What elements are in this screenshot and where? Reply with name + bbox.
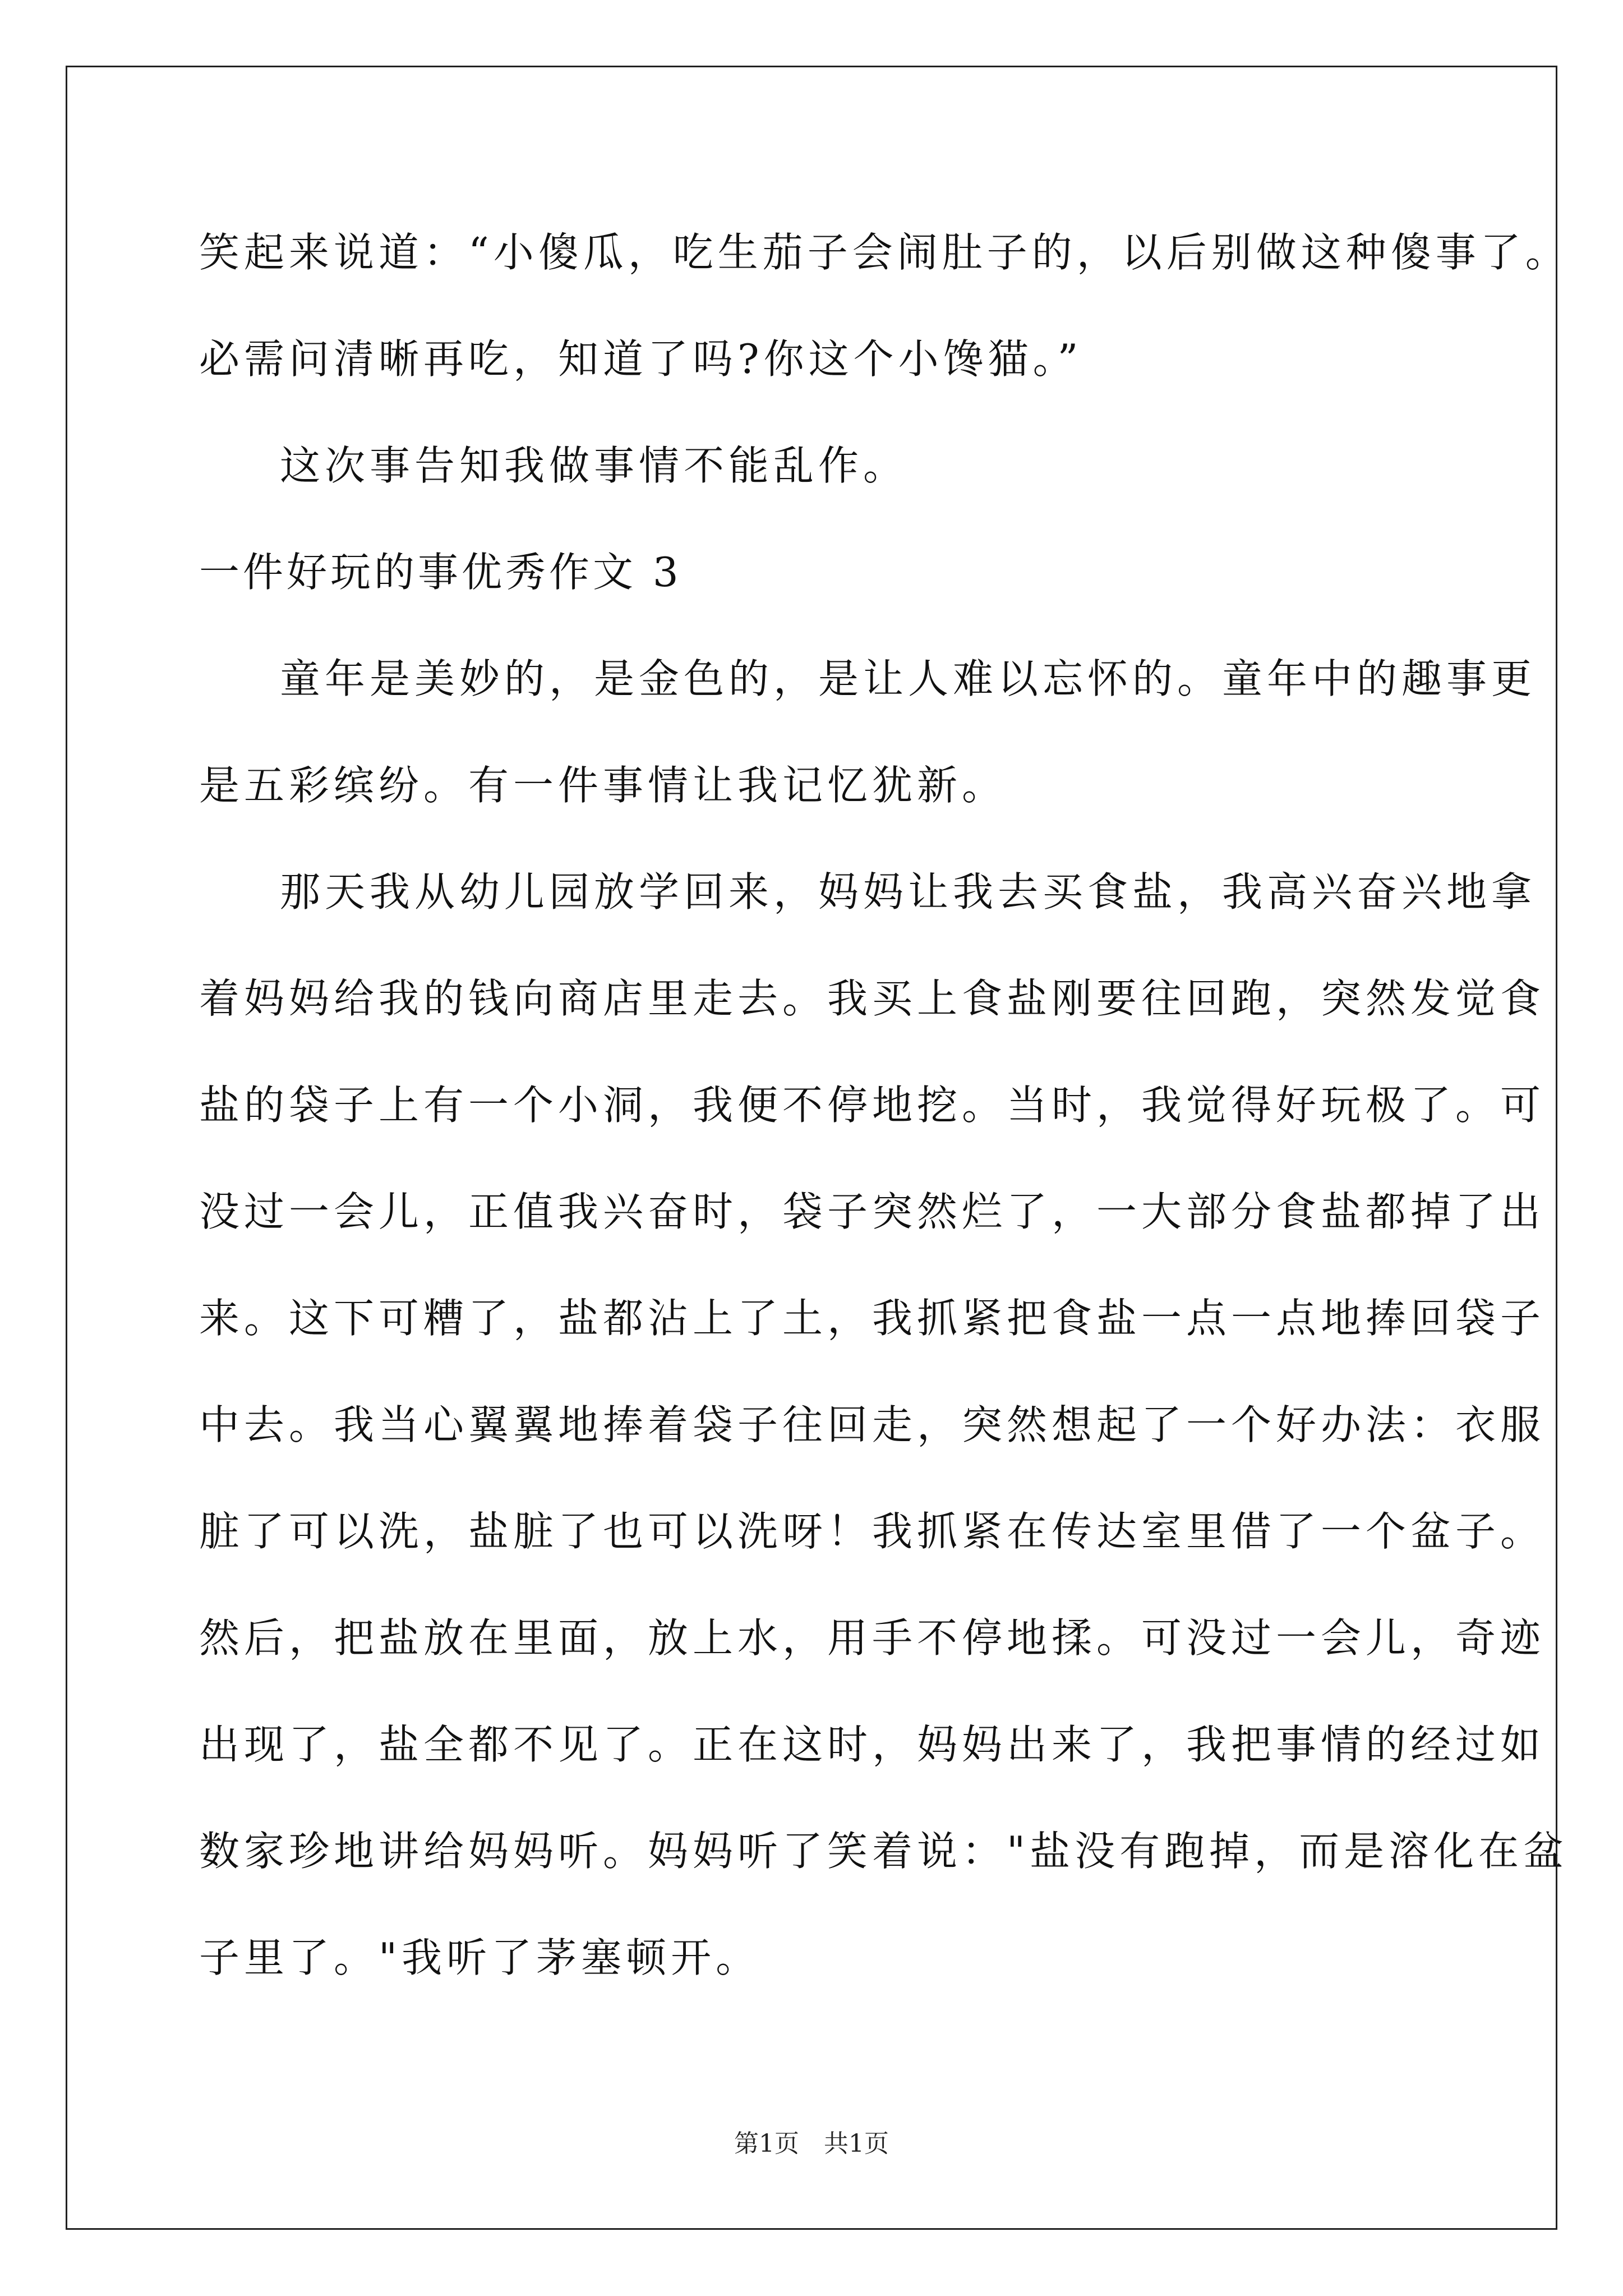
- text-line: 盐的袋子上有一个小洞，我便不停地挖。当时，我觉得好玩极了。可: [199, 1082, 1546, 1129]
- text-line: 那天我从幼儿园放学回来，妈妈让我去买食盐，我高兴奋兴地拿: [280, 868, 1537, 915]
- text-line: 这次事告知我做事情不能乱作。: [280, 442, 909, 489]
- text-line: 然后，把盐放在里面，放上水，用手不停地揉。可没过一会儿，奇迹: [199, 1614, 1546, 1662]
- text-line: 子里了。"我听了茅塞顿开。: [199, 1934, 761, 1981]
- document-body: [199, 219, 1570, 2031]
- text-line: 着妈妈给我的钱向商店里走去。我买上食盐刚要往回跑，突然发觉食: [199, 975, 1546, 1022]
- text-line: 是五彩缤纷。有一件事情让我记忆犹新。: [199, 762, 1007, 809]
- text-line: 必需问清晰再吃，知道了吗?你这个小馋猫。”: [199, 335, 1083, 383]
- text-line: 出现了，盐全都不见了。正在这时，妈妈出来了，我把事情的经过如: [199, 1721, 1546, 1768]
- text-line: 数家珍地讲给妈妈听。妈妈听了笑着说："盐没有跑掉，而是溶化在盆: [199, 1828, 1569, 1875]
- text-line: 没过一会儿，正值我兴奋时，袋子突然烂了，一大部分食盐都掉了出: [199, 1188, 1546, 1235]
- section-heading: 一件好玩的事优秀作文 3: [199, 549, 682, 596]
- text-line: 脏了可以洗，盐脏了也可以洗呀！我抓紧在传达室里借了一个盆子。: [199, 1508, 1546, 1555]
- text-line: 童年是美妙的，是金色的，是让人难以忘怀的。童年中的趣事更: [280, 655, 1537, 702]
- text-line: 笑起来说道：“小傻瓜，吃生茄子会闹肚子的，以后别做这种傻事了。: [199, 229, 1570, 276]
- text-line: 来。这下可糟了，盐都沾上了土，我抓紧把食盐一点一点地捧回袋子: [199, 1295, 1546, 1342]
- text-line: 中去。我当心翼翼地捧着袋子往回走，突然想起了一个好办法：衣服: [199, 1401, 1546, 1448]
- page-number: 第1页 共1页: [734, 2129, 889, 2158]
